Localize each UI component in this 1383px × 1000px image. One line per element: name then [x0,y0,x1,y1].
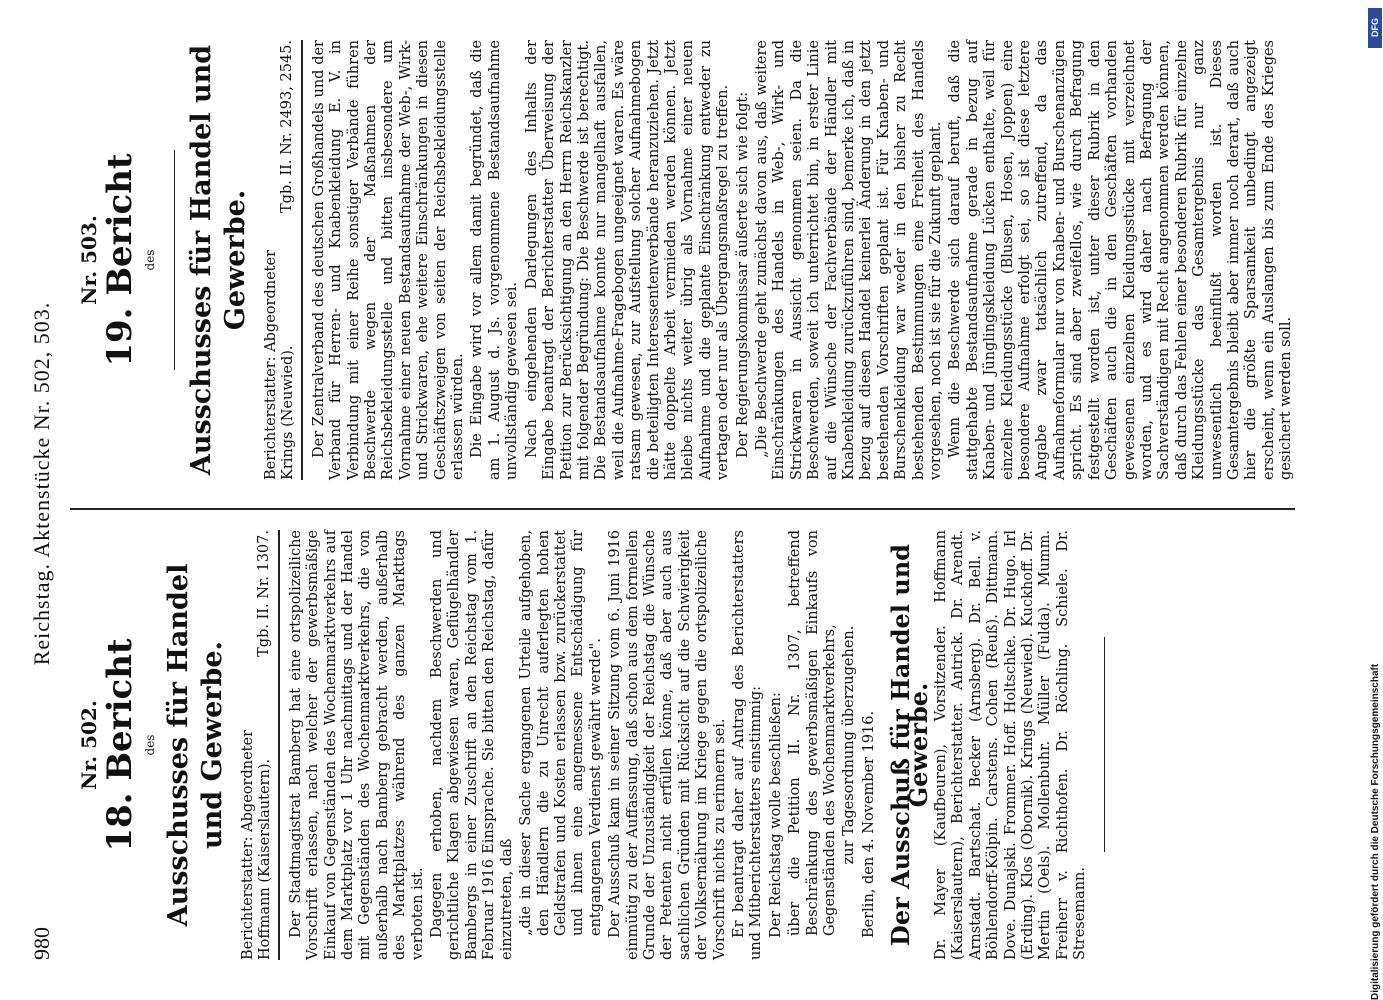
right-column [75,40,1295,480]
document-page [15,20,1315,980]
end-rule [1104,638,1105,853]
committee-title: Ausschusses für Handel und Gewerbe. [162,563,228,927]
member-list: Dr. Mayer (Kaufbeuren), Vorsitzender. Hoffmann (Kaiserslautern), Berichterstatter. Antrick. Dr. Arendt. Arnstadt. Bartschat. Becker (Arnsberg). Dr. Bell. v. Böhlendorff-Kölpin. Carstens. Cohen (Reuß). Dittmann. Dove. Dunajski. Frommer. Hoff. Holtschke. Dr. Hugo. Irl (Erding). Klos (Obornik). Krings (Neuwied). Kuckhoff. Dr. Mertin (Oels). Mollenbuhr. Müller (Fulda). Mumm. Freiherr v. Richthofen. Dr. Röchling. Schiele. Dr. Stresemann. [933,530,1089,960]
reporter: Berichterstatter: Abgeordneter Krings (Neuwied). [262,250,296,480]
page-number: 980 [29,927,54,960]
committee-title: Ausschusses für Handel und Gewerbe. [185,44,251,476]
reporter-row [263,40,297,480]
reference-number: Tgb. II. Nr. 2493, 2545. [279,40,296,214]
column-divider [70,508,1295,510]
report-number: Nr. 503. [77,215,101,305]
report-des: des [143,734,158,756]
paragraph: Dagegen erhoben, nachdem Beschwerden und gerichtliche Klagen abgewiesen waren, Geflügelhändler Bambergs in einer Zuschrift an den Reichstag vom 1. Februar 1916 Einsprache. Sie bitten den Reichstag, dafür einzutreten, daß [429,530,515,960]
paragraph: Er beantragt daher auf Antrag des Berichterstatters und Mitberichterstatters einstimmig: [730,530,765,960]
rule [301,40,303,480]
running-head [23,40,61,960]
reporter: Berichterstatter: Abgeordneter Hoffmann (Kaiserslautern). [239,730,273,960]
report-title: 18. Bericht [100,638,141,852]
date-line: Berlin, den 4. November 1916. [860,710,877,938]
paragraph: Der Reichstag wolle beschließen: [767,692,784,938]
paragraph: Der Ausschuß kam in seiner Sitzung vom 6. Juni 1916 einmütig zu der Auffassung, daß schon aus dem formellen Grunde der Unzuständigkeit der Reichstag die Wünsche der Petenten nicht erfüllen könne, daß aber auch aus sachlichen Gründen mit Rücksicht auf die Schwierigkeit der Volksernährung im Kriege gegen die ortspolizeiliche Vorschrift nichts zu erinnern sei. [607,530,728,960]
digitization-note: Digitalisierung gefördert durch die Deutsche Forschungsgemeinschaft [1370,663,1381,1000]
quote-paragraph: „die in dieser Sache ergangenen Urteile aufgehoben, den Händlern die zu Unrecht auferlegten hohen Geldstrafen und Kosten erlassen bzw. zurückerstattet und ihnen eine angemessene Entschädigung für entgangenen Verdienst gewährt werde". [518,530,604,936]
report-title: 19. Bericht [100,153,141,367]
paragraph: Der Stadtmagistrat Bamberg hat eine ortspolizeiliche Vorschrift erlassen, nach welcher der gewerbsmäßige Einkauf von Gegenständen des Wochenmarktverkehrs auf dem Marktplatz vor 1 Uhr nachmittags und der Handel mit Gegenständen des Wochenmarktverkehrs, die von außerhalb nach Bamberg gebracht werden, außerhalb des Marktplatzes während des ganzen Markttags verboten ist. [287,530,426,960]
paragraph: Der Zentralverband des deutschen Großhandels und der Verband für Herren- und Knabenkleidung E. V. in Verbindung mit einer Reihe sonstiger Verbände führen Beschwerde wegen der Maßnahmen der Reichsbekleidungsstelle und bitten insbesondere um Vornahme einer neuen Bestandsaufnahme der Web-, Wirk- und Strickwaren, ehe weitere Einschränkungen in diesen Geschäftszweigen von seiten der Reichsbekleidungsstelle erlassen würden. [310,40,467,480]
left-column [75,530,1295,960]
running-head-title: Reichstag. Aktenstücke Nr. 502, 503. [29,301,54,666]
reference-number: Tgb. II. Nr. 1307. [256,530,273,657]
paragraph: „Die Beschwerde geht zunächst davon aus, daß weitere Einschränkungen des Handels in Web-, Wirk- und Strickwaren in Aussicht genommen seien. Da die Beschwerden, soweit ich unterrichtet bin, in erster Linie auf die Wünsche der Fachverbände der Händler mit Knabenkleidung zurückzuführen sind, bemerke ich, daß in bezug auf diesen Handel keinerlei Änderung in den jetzt bestehenden Vorschriften geplant ist. Für Knaben- und Burschenkleidung war weder in den bisher zu Recht bestehenden Bestimmungen eine Freiheit des Handels vorgesehen, noch ist sie für die Zukunft geplant. [753,40,945,480]
reporter-row [240,530,274,960]
rule [278,530,280,960]
resolution-conclusion: zur Tagesordnung überzugehen. [841,625,858,865]
paragraph: Der Regierungskommissar äußerte sich wie folgt: [734,91,751,458]
resolution-paragraph: über die Petition II. Nr. 1307, betreffend Beschränkung des gewerbsmäßigen Einkaufs von Gegenständen des Wochenmarktverkehrs, [787,530,838,936]
dfg-logo: DFG [1368,8,1382,48]
report-number: Nr. 502. [77,700,101,790]
paragraph: Die Eingabe wird vor allem damit begründet, daß die am 1. August d. Js. vorgenommene Bestandsaufnahme unvollständig gewesen sei. [469,40,521,480]
paragraph: Nach eingehenden Darlegungen des Inhalts der Eingabe beantragt der Berichterstatter Überweisung der Petition zur Berücksichtigung an den Herrn Reichskanzler mit folgender Begründung: Die Beschwerde ist berechtigt. Die Bestandsaufnahme konnte nur mangelhaft ausfallen, weil die Aufnahme-Fragebogen ungeeignet waren. Es wäre ratsam gewesen, zur Aufstellung solcher Aufnahmebogen die beteiligten Interessentenverbände heranzuziehen. Jetzt hätte doppelte Arbeit vermieden werden können. Jetzt bleibe nichts weiter übrig als Vornahme einer neuen Aufnahme und die geplante Einschränkung entweder zu vertagen oder nur als Übergangsmaßregel zu treffen. [523,40,732,480]
report-des: des [143,249,158,271]
signoff-title: Der Ausschuß für Handel und Gewerbe. [886,544,933,946]
paragraph: Wenn die Beschwerde sich darauf beruft, daß die stattgehabte Bestandsaufnahme gerade in bezug auf Knaben- und Jünglingskleidung Lücken enthalte, weil für einzelne Kleidungsstücke (Blusen, Hosen, Joppen) eine besondere Aufnahme erfolgt sei, so ist diese letztere Angabe zwar tatsächlich zutreffend, da das Aufnahmeformular nur von Knaben- und Burschenanzügen spricht. Es sind aber zweifellos, wie durch Befragung festgestellt worden ist, unter dieser Rubrik in den Geschäften auch die in den Geschäften vorhanden gewesenen einzelnen Kleidungsstücke mit verzeichnet worden, und es wird daher nach Befragung der Sachverständigen mit Recht angenommen werden können, daß durch das Fehlen einer besonderen Rubrik für einzelne Kleidungsstücke das Gesamtergebnis nur ganz unwesentlich beeinflußt worden ist. Dieses Gesamtergebnis bleibt aber immer noch derart, daß auch hier die größte Sparsamkeit unbedingt angezeigt erscheint, wenn ein Auslangen bis zum Ende des Krieges gesichert werden soll. [947,40,1295,480]
title-rule [174,150,175,370]
